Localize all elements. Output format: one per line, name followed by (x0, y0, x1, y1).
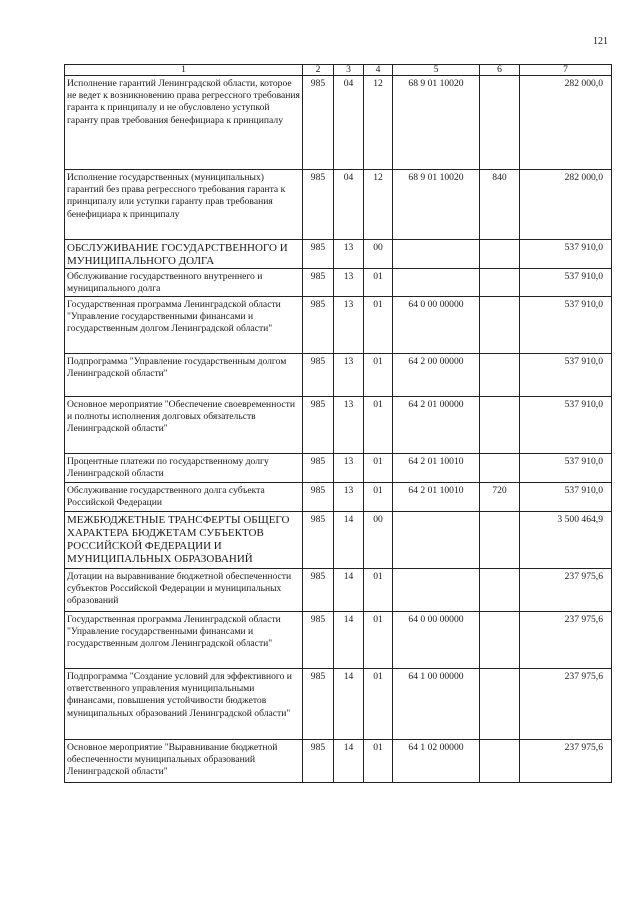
row-admin-code-cell: 985 (303, 354, 334, 397)
row-expense-type-cell (480, 669, 520, 740)
row-admin-code-cell: 985 (303, 454, 334, 483)
row-admin-code-cell: 985 (303, 269, 334, 297)
header-col-5: 5 (393, 65, 480, 76)
table-row (65, 612, 612, 669)
row-admin-code-cell: 985 (303, 170, 334, 240)
row-subsection-code-cell: 01 (364, 569, 393, 612)
row-target-article-cell: 64 1 02 00000 (393, 740, 480, 783)
row-amount-cell: 537 910,0 (520, 269, 612, 297)
row-name-cell: Обслуживание государственного внутреннего и муниципального долга (65, 269, 303, 297)
row-amount-cell: 237 975,6 (520, 569, 612, 612)
row-amount-cell: 537 910,0 (520, 297, 612, 354)
row-admin-code-cell: 985 (303, 512, 334, 569)
row-admin-code-cell: 985 (303, 612, 334, 669)
row-target-article-cell: 64 2 01 10010 (393, 483, 480, 512)
row-admin-code-cell: 985 (303, 397, 334, 454)
row-name-cell: Обслуживание государственного долга субъекта Российской Федерации (65, 483, 303, 512)
row-section-code-cell: 13 (334, 483, 364, 512)
row-amount-cell: 537 910,0 (520, 454, 612, 483)
row-expense-type-cell (480, 454, 520, 483)
row-section-code-cell: 13 (334, 269, 364, 297)
row-expense-type-cell: 840 (480, 170, 520, 240)
row-section-code-cell: 14 (334, 612, 364, 669)
row-section-code-cell: 14 (334, 740, 364, 783)
table-row (65, 297, 612, 354)
row-target-article-cell (393, 512, 480, 569)
table-row (65, 454, 612, 483)
header-col-6: 6 (480, 65, 520, 76)
row-name-cell: Исполнение гарантий Ленинградской области, которое не ведет к возникновению права регрессного требования гаранта к принципалу и не обусловлено уступкой гаранту прав требования бенефициара к принципалу (65, 76, 303, 170)
row-amount-cell: 537 910,0 (520, 483, 612, 512)
row-admin-code-cell: 985 (303, 483, 334, 512)
row-admin-code-cell: 985 (303, 669, 334, 740)
row-target-article-cell: 68 9 01 10020 (393, 170, 480, 240)
table-row (65, 76, 612, 170)
row-subsection-code-cell: 01 (364, 454, 393, 483)
row-target-article-cell: 64 0 00 00000 (393, 612, 480, 669)
row-expense-type-cell (480, 612, 520, 669)
table-row (65, 397, 612, 454)
row-subsection-code-cell: 12 (364, 170, 393, 240)
table-body (65, 76, 612, 783)
table-row (65, 512, 612, 569)
row-name-cell: Исполнение государственных (муниципальных) гарантий без права регрессного требования гаранта к принципалу или уступки гаранту прав требования бенефициара к принципалу (65, 170, 303, 240)
row-amount-cell: 282 000,0 (520, 170, 612, 240)
row-amount-cell: 282 000,0 (520, 76, 612, 170)
row-target-article-cell: 64 2 00 00000 (393, 354, 480, 397)
table-row (65, 740, 612, 783)
table-header-row (65, 65, 612, 76)
header-col-2: 2 (303, 65, 334, 76)
table-row (65, 569, 612, 612)
row-subsection-code-cell: 01 (364, 354, 393, 397)
row-name-cell: Подпрограмма "Создание условий для эффективного и ответственного управления муниципальными финансами, повышения устойчивости бюджетов муниципальных образований Ленинградской области" (65, 669, 303, 740)
row-name-cell: МЕЖБЮДЖЕТНЫЕ ТРАНСФЕРТЫ ОБЩЕГО ХАРАКТЕРА БЮДЖЕТАМ СУБЪЕКТОВ РОССИЙСКОЙ ФЕДЕРАЦИИ И МУНИЦИПАЛЬНЫХ ОБРАЗОВАНИЙ (65, 512, 303, 569)
row-name-cell: Подпрограмма "Управление государственным долгом Ленинградской области" (65, 354, 303, 397)
row-subsection-code-cell: 01 (364, 269, 393, 297)
row-section-code-cell: 13 (334, 454, 364, 483)
row-target-article-cell: 64 0 00 00000 (393, 297, 480, 354)
row-name-cell: ОБСЛУЖИВАНИЕ ГОСУДАРСТВЕННОГО И МУНИЦИПАЛЬНОГО ДОЛГА (65, 240, 303, 269)
table-row (65, 269, 612, 297)
row-subsection-code-cell: 01 (364, 297, 393, 354)
row-name-cell: Государственная программа Ленинградской области "Управление государственными финансами и государственным долгом Ленинградской области" (65, 297, 303, 354)
header-col-7: 7 (520, 65, 612, 76)
row-expense-type-cell (480, 397, 520, 454)
row-target-article-cell (393, 269, 480, 297)
row-expense-type-cell (480, 269, 520, 297)
row-expense-type-cell (480, 76, 520, 170)
header-col-4: 4 (364, 65, 393, 76)
row-expense-type-cell: 720 (480, 483, 520, 512)
row-target-article-cell: 64 2 01 00000 (393, 397, 480, 454)
row-name-cell: Основное мероприятие "Обеспечение своевременности и полноты исполнения долговых обязательств Ленинградской области" (65, 397, 303, 454)
table-row (65, 483, 612, 512)
header-col-3: 3 (334, 65, 364, 76)
row-admin-code-cell: 985 (303, 240, 334, 269)
row-subsection-code-cell: 01 (364, 669, 393, 740)
budget-table (64, 64, 612, 783)
row-section-code-cell: 14 (334, 569, 364, 612)
row-amount-cell: 3 500 464,9 (520, 512, 612, 569)
row-section-code-cell: 04 (334, 170, 364, 240)
row-amount-cell: 537 910,0 (520, 397, 612, 454)
row-target-article-cell: 64 2 01 10010 (393, 454, 480, 483)
header-col-1: 1 (65, 65, 303, 76)
row-section-code-cell: 13 (334, 354, 364, 397)
table-row (65, 170, 612, 240)
row-section-code-cell: 14 (334, 512, 364, 569)
row-section-code-cell: 13 (334, 240, 364, 269)
row-subsection-code-cell: 01 (364, 612, 393, 669)
row-admin-code-cell: 985 (303, 297, 334, 354)
row-subsection-code-cell: 01 (364, 483, 393, 512)
row-name-cell: Процентные платежи по государственному долгу Ленинградской области (65, 454, 303, 483)
row-expense-type-cell (480, 297, 520, 354)
row-expense-type-cell (480, 569, 520, 612)
row-subsection-code-cell: 00 (364, 512, 393, 569)
row-section-code-cell: 13 (334, 297, 364, 354)
row-subsection-code-cell: 01 (364, 740, 393, 783)
row-section-code-cell: 04 (334, 76, 364, 170)
row-admin-code-cell: 985 (303, 569, 334, 612)
table-row (65, 354, 612, 397)
row-expense-type-cell (480, 354, 520, 397)
row-target-article-cell: 68 9 01 10020 (393, 76, 480, 170)
row-admin-code-cell: 985 (303, 76, 334, 170)
row-amount-cell: 237 975,6 (520, 669, 612, 740)
row-name-cell: Государственная программа Ленинградской области "Управление государственными финансами и государственным долгом Ленинградской области" (65, 612, 303, 669)
row-admin-code-cell: 985 (303, 740, 334, 783)
row-section-code-cell: 13 (334, 397, 364, 454)
page-number: 121 (593, 36, 608, 47)
row-target-article-cell: 64 1 00 00000 (393, 669, 480, 740)
row-subsection-code-cell: 00 (364, 240, 393, 269)
row-name-cell: Основное мероприятие "Выравнивание бюджетной обеспеченности муниципальных образований Ленинградской области" (65, 740, 303, 783)
table-row (65, 669, 612, 740)
row-expense-type-cell (480, 512, 520, 569)
row-target-article-cell (393, 569, 480, 612)
row-expense-type-cell (480, 240, 520, 269)
row-amount-cell: 237 975,6 (520, 612, 612, 669)
row-subsection-code-cell: 01 (364, 397, 393, 454)
table-row (65, 240, 612, 269)
row-section-code-cell: 14 (334, 669, 364, 740)
row-name-cell: Дотации на выравнивание бюджетной обеспеченности субъектов Российской Федерации и муниципальных образований (65, 569, 303, 612)
row-amount-cell: 537 910,0 (520, 240, 612, 269)
row-expense-type-cell (480, 740, 520, 783)
row-target-article-cell (393, 240, 480, 269)
row-subsection-code-cell: 12 (364, 76, 393, 170)
row-amount-cell: 537 910,0 (520, 354, 612, 397)
row-amount-cell: 237 975,6 (520, 740, 612, 783)
